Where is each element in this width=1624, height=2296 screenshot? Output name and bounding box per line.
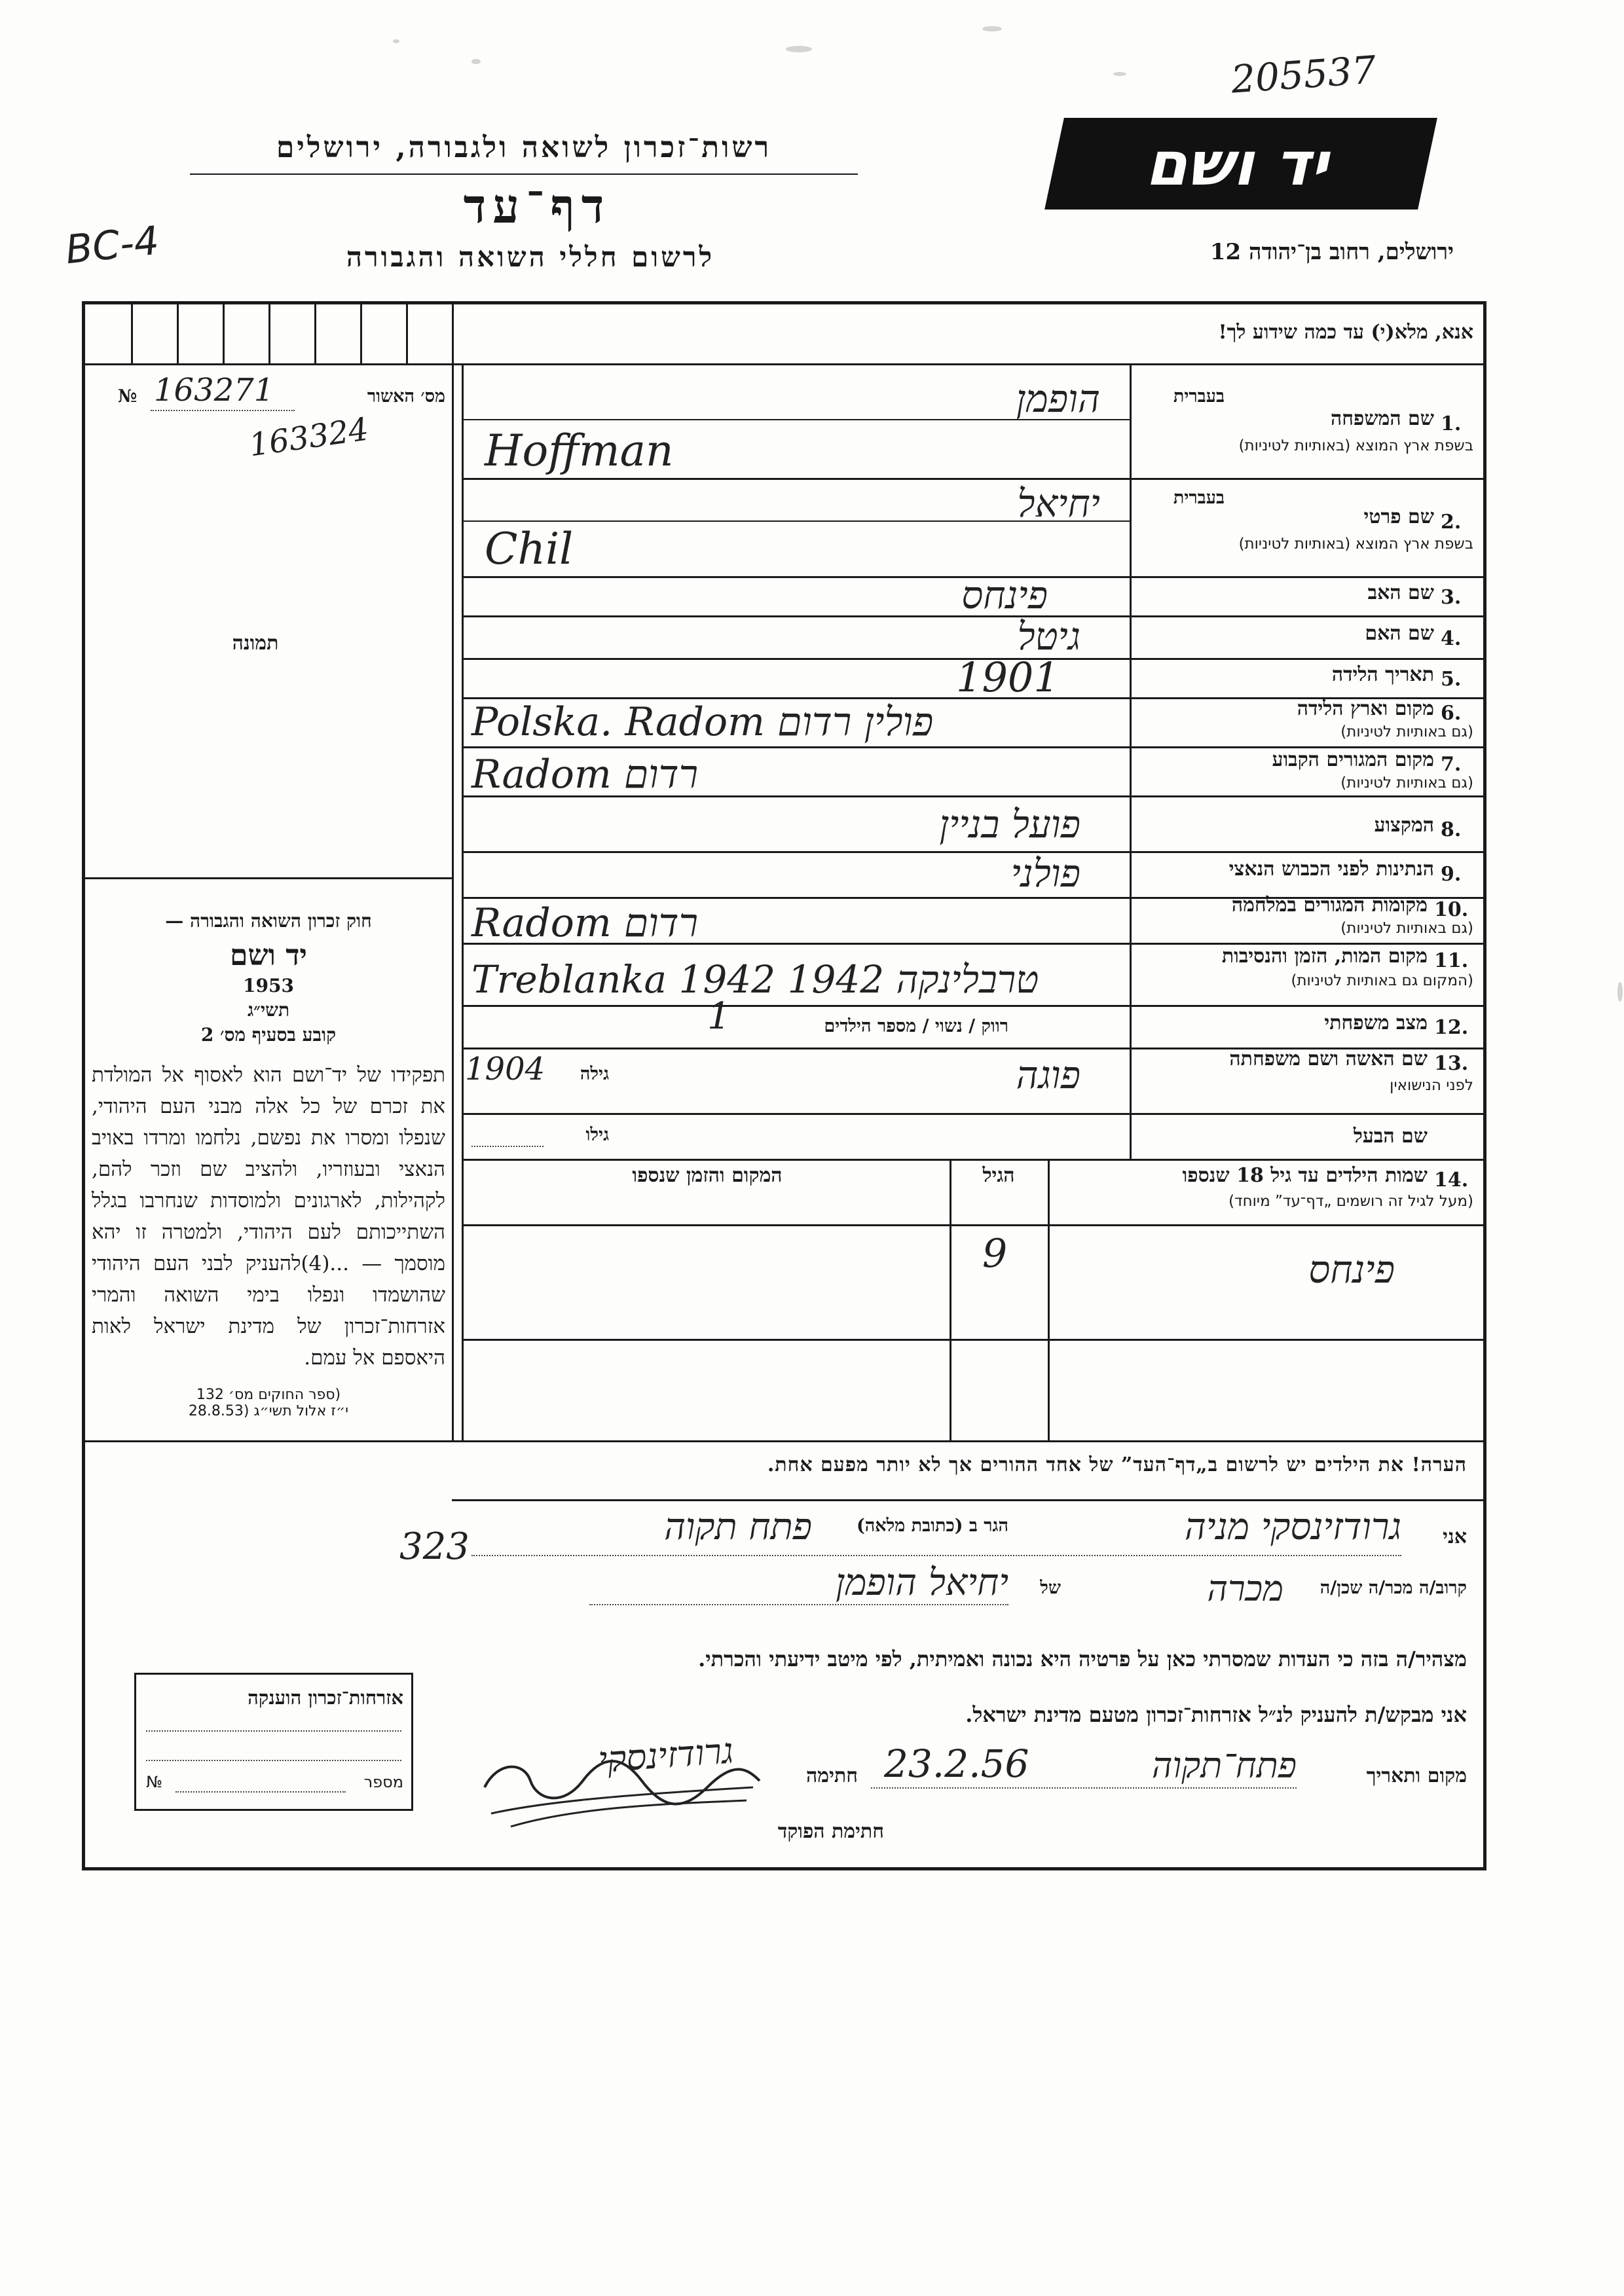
field-4-label: שם האם (1365, 622, 1434, 645)
note-text: הערה! את הילדים יש לרשום ב„דף־העד” של אחד ההורים אך לא יותר מפעם אחת. (767, 1453, 1467, 1476)
field-12-label: מצב משפחתי (1324, 1011, 1428, 1034)
field-1-sub-latin: בשפת ארץ המוצא (באותיות לטיניות) (1238, 437, 1473, 454)
instruction: אנא, מלא(י) עד כמה שידוע לך! (1218, 321, 1473, 344)
field-10-label: מקומות המגורים במלחמה (1231, 894, 1428, 917)
decl-place-date-label: מקום ותאריך (1366, 1764, 1467, 1787)
field-13-num: 13. (1434, 1052, 1469, 1075)
field-7-value: Radom רדום (471, 752, 699, 797)
field-2-label: שם פרטי (1363, 505, 1434, 528)
field-5-label: תאריך הלידה (1331, 663, 1434, 686)
law-section: קובע בסעיף מס׳ 2 (200, 1024, 337, 1046)
field-1-sub-he: בעברית (1173, 386, 1225, 407)
field-11-value: Treblanka 1942 טרבלינקה 1942 (471, 957, 1039, 1002)
law-box (92, 910, 445, 1419)
field-14-col-place: המקום והזמן שנספו (632, 1164, 783, 1187)
decl-date-value: 23.2.56 (884, 1741, 1029, 1786)
address: ירושלים, רחוב בן־יהודה 12 (1209, 239, 1454, 265)
field-4-value: גיטל (1017, 614, 1080, 659)
signature-scribble (471, 1741, 773, 1833)
field-13-age-label: גילה (580, 1064, 609, 1084)
law-ref-1: (ספר החוקים מס׳ 132 (196, 1387, 341, 1403)
archive-number: 205537 (1229, 47, 1378, 102)
law-logo: יד ושם (230, 939, 307, 972)
field-1-value-latin: Hoffman (485, 426, 674, 476)
field-7-label: מקום המגורים הקבוע (1272, 748, 1434, 771)
field-8-label: המקצוע (1374, 814, 1434, 837)
field-5-value: 1901 (956, 653, 1060, 701)
decl-address-value: פתח תקוה (664, 1506, 812, 1548)
decl-request: אני מבקש/ת להעניק לנ״ל אזרחות־זכרון מטעם מדינת ישראל. (965, 1702, 1467, 1727)
field-2-sub-latin: בשפת ארץ המוצא (באותיות לטיניות) (1238, 536, 1473, 553)
husband-label: שם הבעל (1353, 1125, 1428, 1148)
field-12-num: 12. (1434, 1016, 1469, 1039)
decl-officer-label: חתימת הפוקד (777, 1820, 884, 1843)
field-6-num: 6. (1441, 702, 1462, 725)
field-12-options: רווק / נשוי / מספר הילדים (824, 1016, 1008, 1036)
field-12-value: 1 (707, 995, 731, 1038)
field-14-sub: (מעל לגיל זה רושמים „דף־עד” מיוחד) (1228, 1193, 1473, 1210)
field-14-child-name: פינחס (1308, 1247, 1395, 1292)
husband-age-label: גילו (585, 1125, 609, 1145)
decl-of-label: של (1040, 1578, 1061, 1598)
approval-number-1: 163271 (154, 372, 274, 409)
law-year: 1953 (243, 975, 294, 996)
margin-note: BC-4 (63, 217, 162, 274)
approval-label: מס׳ האשור (367, 386, 445, 407)
field-3-label: שם האב (1367, 581, 1434, 604)
field-10-num: 10. (1434, 898, 1469, 921)
field-9-num: 9. (1441, 863, 1462, 886)
field-4-num: 4. (1441, 627, 1462, 650)
field-11-sub: (המקום גם באותיות לטיניות) (1291, 972, 1473, 989)
field-7-sub: (גם באותיות לטיניות) (1340, 774, 1473, 792)
field-6-label: מקום וארץ הלידה (1297, 697, 1434, 720)
field-9-value: פולני (1010, 851, 1080, 896)
citizenship-no-mark: № (146, 1773, 162, 1791)
field-14-col-age: הגיל (982, 1164, 1015, 1187)
field-7-num: 7. (1441, 753, 1462, 776)
decl-house-number: 323 (399, 1525, 470, 1568)
field-8-num: 8. (1441, 818, 1462, 841)
decl-of-value: יחיאל הופמן (835, 1561, 1008, 1604)
approval-number-2: 163324 (246, 410, 371, 464)
citizenship-number-label: מספר (363, 1773, 403, 1791)
law-ref-2: י״ז אלול תשי״ג (28.8.53 (188, 1403, 349, 1419)
field-1-label: שם המשפחה (1330, 407, 1434, 430)
field-2-num: 2. (1441, 511, 1462, 534)
approval-no-mark: № (118, 386, 138, 407)
field-3-value: פינחס (961, 573, 1048, 617)
field-6-value: Polska. Radom פולין רדום (471, 699, 934, 745)
field-8-value: פועל בניין (939, 802, 1080, 847)
field-2-value-he: יחיאל (1017, 481, 1100, 526)
field-6-sub: (גם באותיות לטיניות) (1340, 723, 1473, 740)
decl-name-value: גרודזינסקי מניה (1185, 1506, 1401, 1548)
field-13-age-value: 1904 (465, 1051, 545, 1087)
field-5-num: 5. (1441, 668, 1462, 691)
yad-vashem-logo (1044, 118, 1437, 210)
institution-name: רשות־זכרון לשואה ולגבורה, ירושלים (276, 131, 772, 164)
decl-signature-value: גרודזינסקי (597, 1730, 735, 1781)
photo-label: תמונה (232, 632, 279, 655)
decl-statement: מצהיר/ה בזה כי העדות שמסרתי כאן על פרטיה היא נכונה ואמיתית, לפי מיטב ידיעתי והכרתי. (698, 1647, 1467, 1671)
field-2-sub-he: בעברית (1173, 488, 1225, 508)
field-13-sub: לפני הנישואין (1390, 1077, 1473, 1094)
field-14-num: 14. (1434, 1169, 1469, 1192)
logo-text: יד ושם (1142, 128, 1340, 199)
field-3-num: 3. (1441, 586, 1462, 609)
decl-signature-label: חתימה (806, 1764, 858, 1787)
field-13-label: שם האשה ושם משפחתה (1229, 1048, 1428, 1070)
field-11-label: מקום המות, הזמן והנסיבות (1221, 945, 1428, 968)
field-9-label: הנתינות לפני הכבוש הנאצי (1228, 858, 1434, 881)
law-title: חוק זכרון השואה והגבורה — (165, 910, 372, 932)
field-1-value-he: הופמן (1016, 376, 1100, 421)
law-heb-year: תשי״ג (247, 999, 290, 1021)
citizenship-title: אזרחות־זכרון הוענקה (248, 1686, 403, 1709)
decl-resident-label: הגר ב (כתובת מלאה) (856, 1516, 1008, 1536)
law-body: תפקידו של יד־ושם הוא לאסוף אל המולדת את זכרם של כל אלה מבני העם היהודי, שנפלו ומסרו את נפשם, נלחמו ומרדו באויב הנאצי ובעוזריו, ולהציב שם וזכר להם, לקהילות, לארגונים ולמוסדות שנחרבו בגלל השתייכותם לעם היהודי, ולמטרה זו יהא מוסמך — ...(4)להעניק לבני העם היהודי שהושמדו ונפלו בימי השואה והמרי אזרחות־זכרון של מדינת ישראל לאות היאספם אל עמם. (92, 1063, 445, 1370)
decl-relation-value: מכרה (1207, 1568, 1283, 1609)
field-14-child-age: 9 (982, 1231, 1008, 1277)
field-14-label: שמות הילדים עד גיל 18 שנספו (1182, 1164, 1428, 1187)
form-title: דף־עד (463, 178, 611, 234)
field-13-value: פוגה (1016, 1053, 1080, 1097)
field-10-value: Radom רדום (471, 900, 699, 946)
field-2-value-latin: Chil (485, 524, 574, 574)
field-10-sub: (גם באותיות לטיניות) (1340, 920, 1473, 937)
decl-place-value: פתח־תקוה (1151, 1745, 1297, 1786)
decl-relation-label: קרוב/ה מכר/ה שכן/ה (1320, 1578, 1467, 1598)
decl-i-label: אני (1443, 1525, 1467, 1548)
form-subtitle: לרשום חללי השואה והגבורה (346, 241, 715, 273)
field-11-num: 11. (1434, 949, 1469, 972)
citizenship-box (134, 1673, 413, 1811)
field-1-num: 1. (1441, 412, 1462, 435)
